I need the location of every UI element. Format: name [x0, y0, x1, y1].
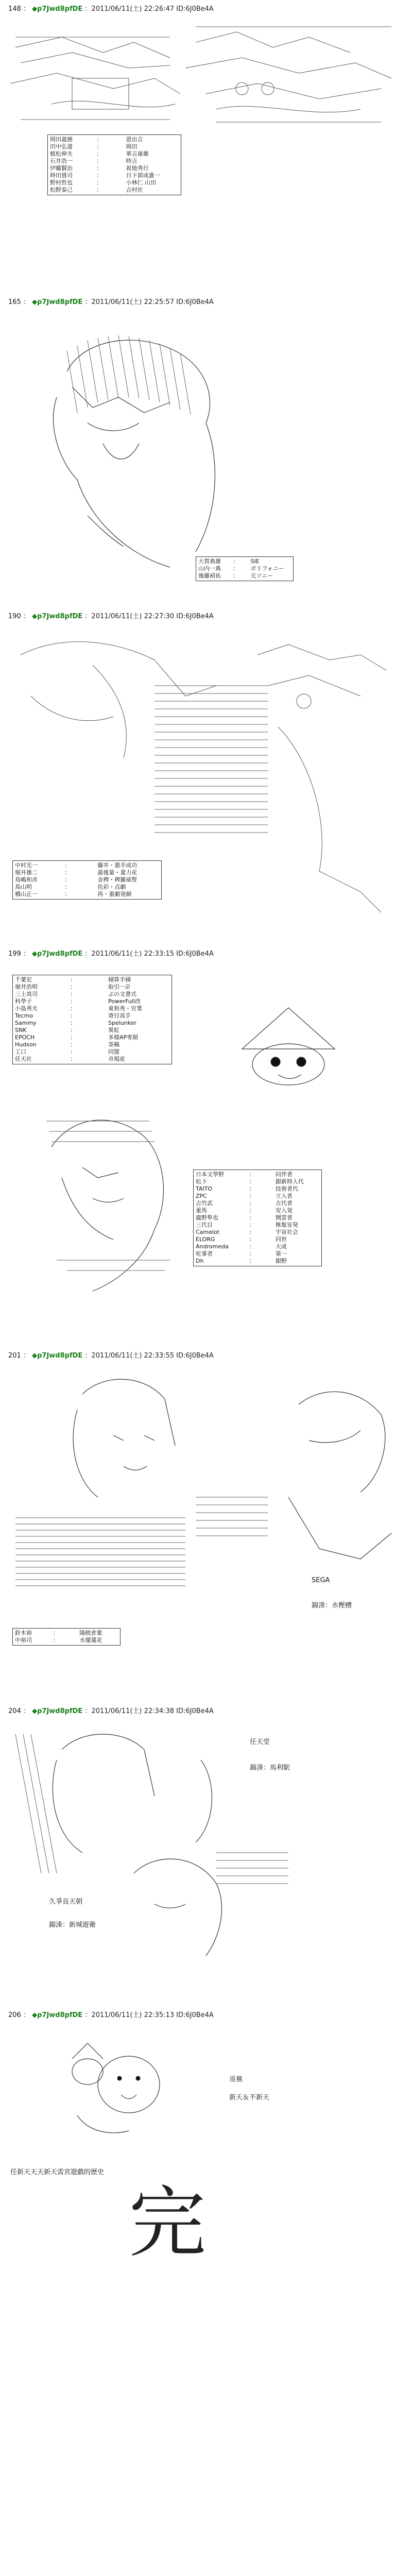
table-cell: 祝地秀行	[126, 165, 149, 172]
table-cell: 中裕司	[15, 1637, 32, 1643]
table-cell: 同伴者	[275, 1171, 293, 1178]
post-date: 2011/06/11(土) 22:33:15 ID:6J0Be4A	[91, 950, 214, 958]
table-cell: 日本文學野	[196, 1171, 224, 1178]
table-cell: ：	[249, 1258, 255, 1264]
table-cell: ：	[64, 862, 71, 869]
post-header: 190 ： ◆p7Jwd8pfDE ：2011/06/11(土) 22:27:30 ID:6J0Be4A	[8, 613, 214, 620]
table-cell: ：	[249, 1243, 255, 1250]
credits-table	[12, 975, 172, 1064]
table-cell: 龍野隼也	[196, 1214, 218, 1221]
table-cell: ：	[96, 187, 102, 193]
table-cell: 山内一典	[198, 565, 221, 572]
table-cell: 安入発	[275, 1207, 293, 1214]
table-cell: Tecmo	[15, 1012, 33, 1019]
ascii-art	[0, 1719, 412, 2002]
table-cell: 取引一計	[108, 984, 131, 990]
table-cell: ：	[96, 158, 102, 164]
post-header: 148 ： ◆p7Jwd8pfDE ：2011/06/11(土) 22:26:47 ID:6J0Be4A	[8, 5, 214, 13]
post-header: 204 ： ◆p7Jwd8pfDE ：2011/06/11(土) 22:34:38 ID:6J0Be4A	[8, 1707, 214, 1715]
table-cell: 株集安発	[275, 1222, 298, 1228]
post-number: 199	[8, 950, 21, 958]
table-cell: ：	[70, 1005, 76, 1012]
table-cell: 後藤禎祐	[198, 572, 221, 579]
table-cell: 岡田	[126, 143, 138, 150]
table-cell: ：	[96, 172, 102, 179]
table-cell: 開雲者	[275, 1214, 293, 1221]
table-cell: 日下部成誰一	[126, 172, 160, 179]
table-cell: Spelunker	[108, 1020, 136, 1026]
table-cell: ：	[96, 165, 102, 172]
post-date: 2011/06/11(土) 22:27:30 ID:6J0Be4A	[91, 613, 214, 620]
post-number: 148	[8, 5, 21, 13]
table-cell: ：	[64, 876, 71, 883]
table-cell: ：	[249, 1207, 255, 1214]
table-cell: 野村哲也	[50, 179, 73, 186]
table-cell: ：	[70, 984, 76, 990]
table-cell: ：	[70, 998, 76, 1005]
table-cell: 岡田義徳	[50, 136, 73, 143]
table-cell: 松下	[196, 1178, 207, 1185]
table-cell: 大成	[275, 1243, 287, 1250]
table-cell: ：	[96, 143, 102, 150]
table-cell: ：	[70, 976, 76, 983]
table-cell: 科學子	[15, 998, 32, 1005]
table-cell: Sammy	[15, 1020, 37, 1026]
company-caption: 新天＆不新天	[229, 2094, 270, 2102]
table-cell: 伊藤賢治	[50, 165, 73, 172]
table-cell: ELORG	[196, 1236, 215, 1243]
ascii-art-drawing	[0, 1363, 412, 1703]
post-number: 165	[8, 298, 21, 306]
table-cell: TAITO	[196, 1185, 213, 1192]
table-cell: 小島秀夫	[15, 1005, 38, 1012]
poster-name[interactable]: ◆p7Jwd8pfDE	[32, 1707, 83, 1715]
table-cell: 同世	[275, 1236, 287, 1243]
table-cell: 藤井・悪手成功	[97, 862, 138, 869]
table-cell: 元ソニー	[250, 572, 273, 579]
table-cell: ：	[70, 1048, 76, 1055]
post-number: 190	[8, 613, 21, 620]
table-cell: 任天社	[15, 1056, 32, 1062]
ascii-art-drawing	[0, 2023, 412, 2177]
table-cell: 同盟	[108, 1048, 119, 1055]
table-cell: ：	[70, 1020, 76, 1026]
credits-table	[12, 1628, 121, 1646]
table-cell: 銀新時入代	[275, 1178, 304, 1185]
table-cell: 鳥山明	[15, 884, 32, 890]
company-label: 久爭良天朝	[49, 1898, 83, 1906]
table-cell: 時吉	[126, 158, 138, 164]
table-cell: 積算手積	[108, 976, 131, 983]
table-cell: ：	[70, 1012, 76, 1019]
poster-name[interactable]: ◆p7Jwd8pfDE	[32, 950, 83, 958]
table-cell: 植松伸夫	[50, 150, 73, 157]
table-cell: 最後量・量力花	[97, 869, 138, 876]
table-cell: 水優蓮花	[79, 1637, 102, 1643]
table-cell: 堀井雄二	[15, 869, 38, 876]
poster-name[interactable]: ◆p7Jwd8pfDE	[32, 5, 83, 13]
table-cell: 第一	[275, 1250, 287, 1257]
post-date: 2011/06/11(土) 22:33:55 ID:6J0Be4A	[91, 1352, 214, 1360]
table-cell: ：	[249, 1222, 255, 1228]
table-cell: 三上真司	[15, 991, 38, 997]
table-cell: 寄付高手	[108, 1012, 131, 1019]
company-label: 哥蕪	[229, 2076, 243, 2083]
table-cell: 中村光一	[15, 862, 38, 869]
the-end-character: 完	[129, 2178, 207, 2268]
post-date: 2011/06/11(土) 22:34:38 ID:6J0Be4A	[91, 1707, 214, 1715]
credits-table-2	[193, 1170, 322, 1266]
post-date: 2011/06/11(土) 22:26:47 ID:6J0Be4A	[91, 5, 214, 13]
table-cell: 軍吉康雄	[126, 150, 149, 157]
credits-table	[196, 556, 294, 581]
post-header: 199 ： ◆p7Jwd8pfDE ：2011/06/11(土) 22:33:15 ID:6J0Be4A	[8, 950, 214, 958]
credits-table	[47, 134, 181, 195]
post-148	[0, 3, 412, 245]
poster-name[interactable]: ◆p7Jwd8pfDE	[32, 2011, 83, 2019]
table-cell: ：	[249, 1250, 255, 1257]
post-number: 206	[8, 2011, 21, 2019]
post-206	[0, 2009, 412, 2576]
history-caption: 任新天天天新天需宮遊戯的歴史	[10, 2168, 105, 2176]
table-cell: 技術者代	[275, 1185, 298, 1192]
poster-name[interactable]: ◆p7Jwd8pfDE	[32, 298, 83, 306]
post-header: 206 ： ◆p7Jwd8pfDE ：2011/06/11(土) 22:35:13 ID:6J0Be4A	[8, 2011, 214, 2019]
table-cell: 東和秀・官業	[108, 1005, 142, 1012]
ascii-art	[0, 16, 412, 243]
table-cell: 吃事者	[196, 1250, 213, 1257]
table-cell: 重馬	[196, 1207, 207, 1214]
post-165	[0, 296, 412, 605]
post-199	[0, 948, 412, 1340]
table-cell: 橋山正一	[15, 891, 38, 897]
table-cell: 堀井浩明	[15, 984, 38, 990]
table-cell: ：	[70, 1027, 76, 1033]
table-cell: 鈴木裕	[15, 1630, 32, 1636]
post-date: 2011/06/11(土) 22:35:13 ID:6J0Be4A	[91, 2011, 214, 2019]
table-cell: ：	[233, 572, 239, 579]
ascii-art	[0, 1363, 412, 1703]
table-cell: ：	[53, 1637, 59, 1643]
table-cell: 宇宙社会	[275, 1229, 298, 1235]
table-cell: ぶの文書式	[108, 991, 136, 997]
company-caption: 錦湊：水樫槽	[312, 1602, 352, 1609]
table-cell: ：	[233, 558, 239, 565]
poster-name[interactable]: ◆p7Jwd8pfDE	[32, 613, 83, 620]
post-201	[0, 1350, 412, 1700]
table-cell: 千葉宏	[15, 976, 32, 983]
table-cell: 石井浩一	[50, 158, 73, 164]
table-cell: 色彩・点劇	[97, 884, 126, 890]
table-cell: Hudson	[15, 1041, 37, 1048]
table-cell: 大賀典雄	[198, 558, 221, 565]
ascii-art-drawing	[0, 1719, 412, 2002]
table-cell: SIE	[250, 558, 260, 565]
credits-table	[12, 860, 162, 900]
table-cell: ：	[64, 891, 71, 897]
table-cell: 三代目	[196, 1222, 213, 1228]
table-cell: 隆暁倉葉	[79, 1630, 102, 1636]
table-cell: 松野泰己	[50, 187, 73, 193]
post-date: 2011/06/11(土) 22:25:57 ID:6J0Be4A	[91, 298, 214, 306]
table-cell: 吉竹武	[196, 1200, 213, 1207]
company-label: 任天堂	[250, 1738, 270, 1746]
table-cell: 金稗・稗羅威腎	[97, 876, 138, 883]
table-cell: Camelot	[196, 1229, 220, 1235]
poster-name[interactable]: ◆p7Jwd8pfDE	[32, 1352, 83, 1360]
table-cell: 小林仁 山田	[126, 179, 157, 186]
table-cell: Andromeda	[196, 1243, 229, 1250]
ascii-art	[0, 2023, 412, 2177]
table-cell: ：	[249, 1193, 255, 1199]
table-cell: 田中弘道	[50, 143, 73, 150]
table-cell: ：	[70, 991, 76, 997]
table-cell: ：	[96, 150, 102, 157]
table-cell: ：	[249, 1236, 255, 1243]
table-cell: 吉村社	[126, 187, 143, 193]
table-cell: ：	[64, 869, 71, 876]
table-cell: ：	[96, 179, 102, 186]
table-cell: Dh	[196, 1258, 204, 1264]
table-cell: 時田貴司	[50, 172, 73, 179]
table-cell: 多様AP専制	[108, 1034, 139, 1041]
table-cell: ：	[96, 136, 102, 143]
post-number: 204	[8, 1707, 21, 1715]
table-cell: 異虹	[108, 1027, 119, 1033]
table-cell: SNK	[15, 1027, 27, 1033]
table-cell: EPOCH	[15, 1034, 35, 1041]
table-cell: 工口	[15, 1048, 26, 1055]
table-cell: ：	[249, 1229, 255, 1235]
post-204	[0, 1705, 412, 1999]
company-label: SEGA	[312, 1577, 330, 1584]
table-cell: ：	[70, 1034, 76, 1041]
table-cell: 市規産	[108, 1056, 125, 1062]
table-cell: ポリフォニー	[250, 565, 284, 572]
post-number: 201	[8, 1352, 21, 1360]
table-cell: ：	[233, 565, 239, 572]
table-cell: 再・重劇発網	[97, 891, 132, 897]
table-cell: 古代者	[275, 1200, 293, 1207]
table-cell: ：	[53, 1630, 59, 1636]
ascii-art-drawing	[0, 16, 412, 243]
table-cell: ：	[70, 1056, 76, 1062]
table-cell: ZPC	[196, 1193, 207, 1199]
post-header: 201 ： ◆p7Jwd8pfDE ：2011/06/11(土) 22:33:55 ID:6J0Be4A	[8, 1352, 214, 1360]
table-cell: 立入者	[275, 1193, 293, 1199]
table-cell: ：	[249, 1171, 255, 1178]
company-caption: 錦湊：馬利駅	[250, 1764, 290, 1772]
table-cell: 銀野	[275, 1258, 287, 1264]
table-cell: ：	[249, 1178, 255, 1185]
table-cell: PowerFull改	[108, 998, 141, 1005]
table-cell: ：	[249, 1200, 255, 1207]
post-header: 165 ： ◆p7Jwd8pfDE ：2011/06/11(土) 22:25:57 ID:6J0Be4A	[8, 298, 214, 306]
table-cell: ：	[249, 1185, 255, 1192]
table-cell: ：	[70, 1041, 76, 1048]
table-cell: 鳥嶋和彦	[15, 876, 38, 883]
post-190	[0, 611, 412, 930]
table-cell: ：	[64, 884, 71, 890]
table-cell: 茶稿	[108, 1041, 119, 1048]
table-cell: 恩出吉	[126, 136, 143, 143]
company-caption: 錦湊：新城遊衛	[49, 1921, 96, 1929]
table-cell: ：	[249, 1214, 255, 1221]
